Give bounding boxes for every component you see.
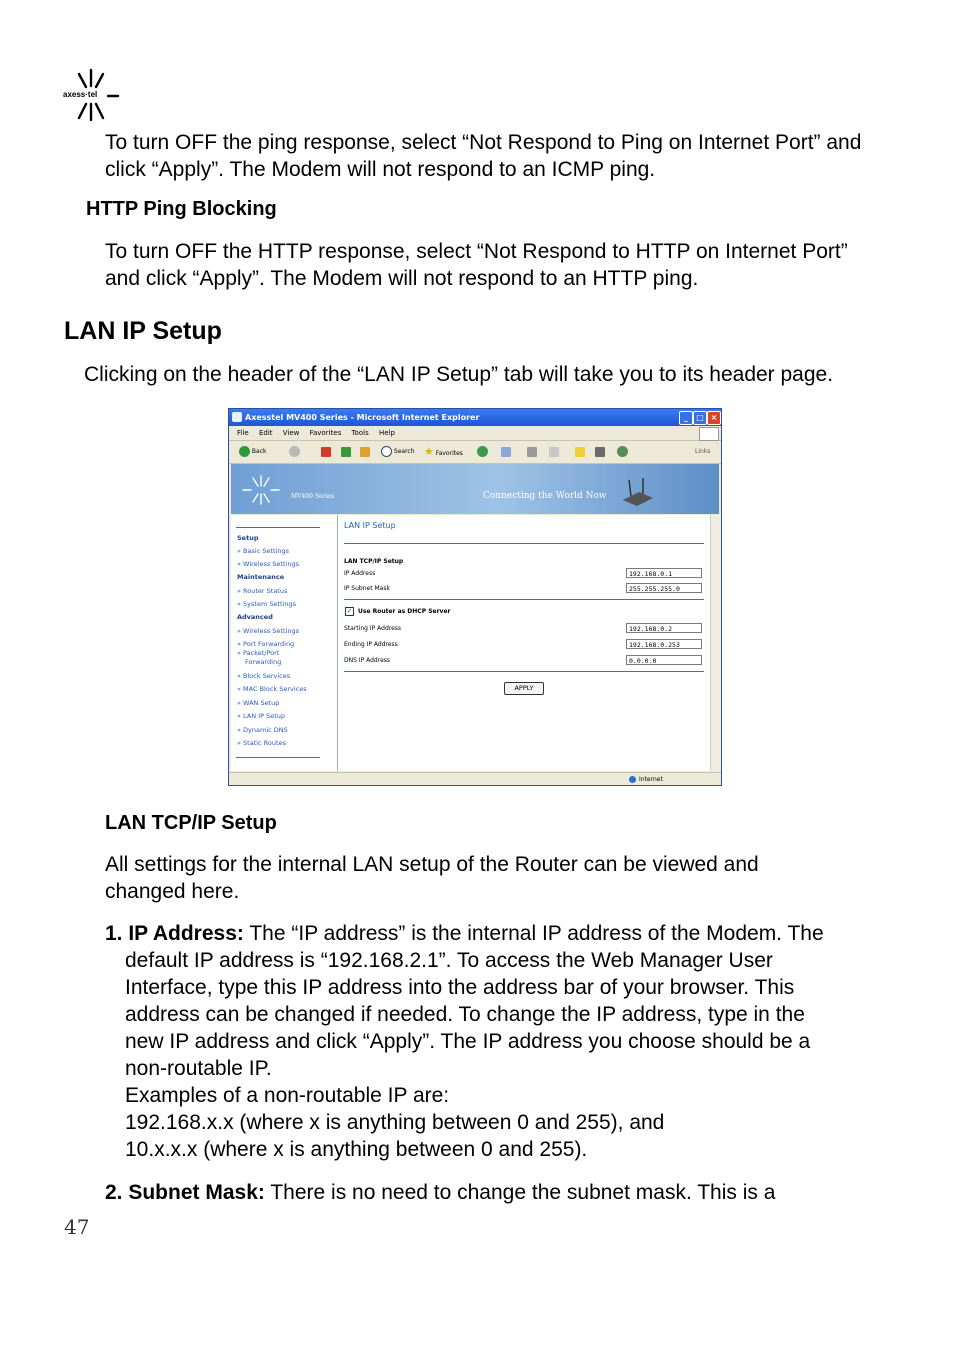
search-icon xyxy=(381,446,392,457)
window-title: Axesstel MV400 Series - Microsoft Internet Explorer xyxy=(245,413,480,422)
research-icon xyxy=(595,447,605,457)
messenger-button[interactable] xyxy=(617,445,628,459)
banner-logo-icon xyxy=(241,474,281,506)
ip-address-input[interactable]: 192.168.0.1 xyxy=(626,568,702,578)
menu-help[interactable]: Help xyxy=(378,429,395,437)
menu-tools[interactable]: Tools xyxy=(351,429,369,437)
axesstel-logo xyxy=(62,68,120,124)
http-ping-heading: HTTP Ping Blocking xyxy=(86,198,277,220)
research-button[interactable] xyxy=(595,445,605,459)
banner-model: MV400 Series xyxy=(291,493,334,500)
banner-tagline: Connecting the World Now xyxy=(483,491,607,501)
dns-ip-label: DNS IP Address xyxy=(344,657,391,664)
stop-button[interactable] xyxy=(321,445,331,459)
ie-icon xyxy=(232,412,242,422)
mail-icon xyxy=(501,447,511,457)
lan-ip-setup-heading: LAN IP Setup xyxy=(64,317,222,345)
lan-tcpip-paragraph: All settings for the internal LAN setup of the Router can be viewed and changed here. xyxy=(105,853,759,903)
sidebar-link[interactable]: » Wireless Settings xyxy=(237,560,299,568)
ip-address-item-line: 192.168.x.x (where x is anything between 0 and 255), and xyxy=(125,1111,665,1134)
sidebar-link[interactable]: » LAN IP Setup xyxy=(237,712,286,720)
content-divider xyxy=(344,543,704,544)
sidebar-link[interactable]: » Basic Settings xyxy=(237,547,289,555)
ping-paragraph: To turn OFF the ping response, select “Not Respond to Ping on Internet Port” and click “Apply”. The Modem will not respond to an ICMP ping. xyxy=(105,131,862,181)
menu-file[interactable]: File xyxy=(237,429,249,437)
forward-button[interactable] xyxy=(289,445,300,459)
sidebar-divider xyxy=(236,757,320,758)
back-arrow-icon xyxy=(239,446,250,457)
subnet-mask-item-label: 2. Subnet Mask: xyxy=(105,1181,265,1204)
router-banner xyxy=(231,464,719,514)
ip-address-item-label: 1. IP Address: xyxy=(105,922,244,945)
search-button[interactable]: Search xyxy=(381,445,415,459)
status-zone: Internet xyxy=(639,776,663,783)
home-icon xyxy=(360,447,370,457)
media-icon xyxy=(477,446,488,457)
messenger-icon xyxy=(617,446,628,457)
menu-view[interactable]: View xyxy=(282,429,300,437)
dhcp-label: Use Router as DHCP Server xyxy=(358,608,451,615)
sidebar-section-heading: Setup xyxy=(237,534,259,542)
subnet-mask-label: IP Subnet Mask xyxy=(344,585,390,592)
lan-tcpip-heading: LAN TCP/IP Setup xyxy=(105,812,277,834)
ip-address-label: IP Address xyxy=(344,570,376,577)
dhcp-checkbox[interactable]: ✓ xyxy=(346,607,353,615)
menu-favorites[interactable]: Favorites xyxy=(309,429,342,437)
print-button[interactable] xyxy=(527,445,537,459)
ending-ip-input[interactable]: 192.168.0.253 xyxy=(626,639,702,649)
subnet-mask-item-text: There is no need to change the subnet mask. This is a xyxy=(270,1181,776,1204)
mail-button[interactable] xyxy=(501,445,511,459)
links-button[interactable]: Links xyxy=(695,448,711,455)
sidebar-link[interactable]: Forwarding xyxy=(245,658,282,666)
internet-zone-icon xyxy=(629,776,636,783)
windows-logo-icon xyxy=(699,427,719,441)
star-icon: ★ xyxy=(424,445,434,458)
menu-bar xyxy=(229,426,721,441)
sidebar-link[interactable]: » Block Services xyxy=(237,672,291,680)
sidebar-section-heading: Advanced xyxy=(237,613,273,621)
menu-edit[interactable]: Edit xyxy=(258,429,273,437)
ip-address-item-line: Examples of a non-routable IP are: xyxy=(125,1084,450,1107)
ip-address-item-line: address can be changed if needed. To change the IP address, type in the xyxy=(125,1003,805,1026)
ip-address-item-line: Interface, type this IP address into the address bar of your browser. This xyxy=(125,976,795,999)
router-screenshot xyxy=(228,408,722,786)
print-icon xyxy=(527,447,537,457)
sidebar-link[interactable]: » Dynamic DNS xyxy=(237,726,288,734)
sidebar-link[interactable]: » Wireless Settings xyxy=(237,627,299,635)
router-sidebar xyxy=(231,515,338,771)
router-device-icon xyxy=(621,478,655,508)
sidebar-link[interactable]: » WAN Setup xyxy=(237,699,280,707)
page-number: 47 xyxy=(64,1215,90,1239)
media-button[interactable] xyxy=(477,445,488,459)
sidebar-link[interactable]: » Router Status xyxy=(237,587,288,595)
stop-icon xyxy=(321,447,331,457)
ip-address-item-line: new IP address and click “Apply”. The IP address you choose should be a xyxy=(125,1030,811,1053)
window-titlebar xyxy=(229,409,721,426)
ip-address-item-line: 10.x.x.x (where x is anything between 0 and 255). xyxy=(125,1138,588,1161)
refresh-icon xyxy=(341,447,351,457)
browser-toolbar xyxy=(229,441,721,464)
ip-address-item-line: default IP address is “192.168.2.1”. To access the Web Manager User xyxy=(125,949,773,972)
ip-address-item-body xyxy=(105,947,905,1163)
ip-address-item-line: non-routable IP. xyxy=(125,1057,272,1080)
router-content xyxy=(338,515,710,771)
starting-ip-label: Starting IP Address xyxy=(344,625,402,632)
discuss-icon xyxy=(575,447,585,457)
dns-ip-input[interactable]: 0.0.0.0 xyxy=(626,655,702,665)
vertical-scrollbar[interactable] xyxy=(710,515,721,771)
refresh-button[interactable] xyxy=(341,445,351,459)
sidebar-link[interactable]: » Packet/Port xyxy=(237,649,280,657)
sidebar-link[interactable]: » Static Routes xyxy=(237,739,286,747)
tcpip-label: LAN TCP/IP Setup xyxy=(344,558,404,565)
subnet-mask-item xyxy=(105,1179,905,1206)
discuss-button[interactable] xyxy=(575,445,585,459)
minimize-icon[interactable]: _ xyxy=(679,411,693,425)
subnet-mask-input[interactable]: 255.255.255.0 xyxy=(626,583,702,593)
status-bar xyxy=(229,772,721,786)
maximize-icon[interactable]: □ xyxy=(693,411,707,425)
logo-text: axess·tel xyxy=(63,90,98,99)
ip-address-item-line: The “IP address” is the internal IP address of the Modem. The xyxy=(249,922,824,945)
edit-icon xyxy=(549,447,559,457)
favorites-button[interactable]: ★ Favorites xyxy=(424,445,463,458)
close-icon[interactable]: × xyxy=(707,411,721,425)
sidebar-section-heading: Maintenance xyxy=(237,573,285,581)
ending-ip-label: Ending IP Address xyxy=(344,641,398,648)
content-divider xyxy=(344,599,704,600)
sidebar-link[interactable]: » System Settings xyxy=(237,600,297,608)
forward-arrow-icon xyxy=(289,446,300,457)
content-title: LAN IP Setup xyxy=(344,521,396,530)
sidebar-link[interactable]: » MAC Block Services xyxy=(237,685,307,693)
home-button[interactable] xyxy=(360,445,370,459)
lan-intro-paragraph: Clicking on the header of the “LAN IP Setup” tab will take you to its header page. xyxy=(84,363,834,386)
apply-button[interactable]: APPLY xyxy=(504,682,544,695)
http-paragraph: To turn OFF the HTTP response, select “Not Respond to HTTP on Internet Port” and click “Apply”. The Modem will not respond to an HTTP ping. xyxy=(105,240,848,290)
sidebar-link[interactable]: » Port Forwarding xyxy=(237,640,295,648)
ip-address-item xyxy=(105,920,905,1163)
back-button[interactable]: Back xyxy=(239,445,267,459)
content-divider xyxy=(344,671,704,672)
starting-ip-input[interactable]: 192.168.0.2 xyxy=(626,623,702,633)
edit-button[interactable] xyxy=(549,445,559,459)
sidebar-divider xyxy=(236,527,320,528)
